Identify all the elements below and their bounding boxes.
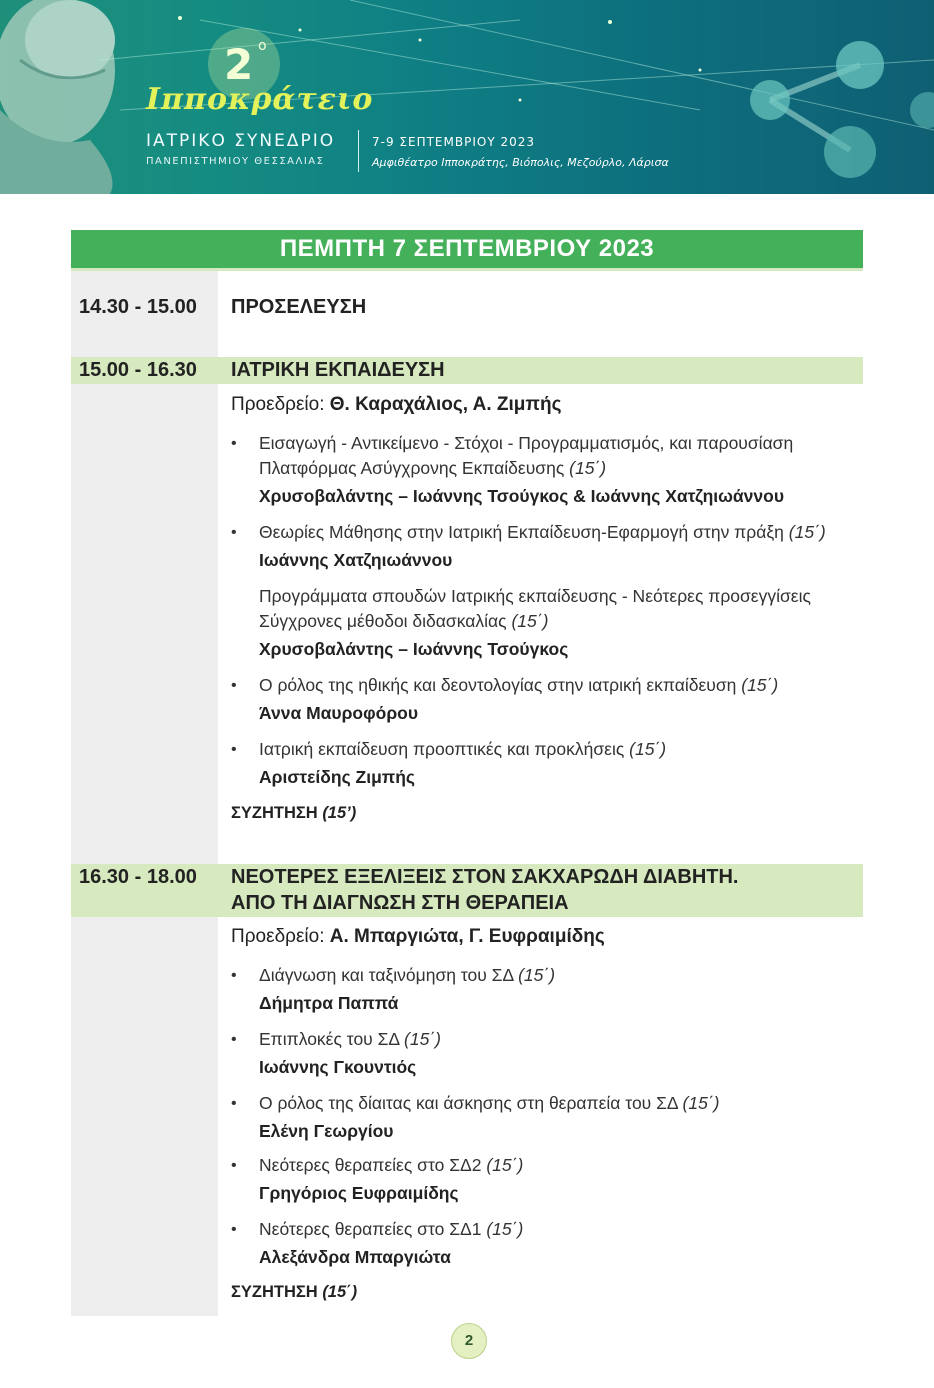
talk-speaker: Γρηγόριος Ευφραιμίδης xyxy=(259,1183,459,1203)
session-chairs xyxy=(231,394,561,416)
talk-item xyxy=(231,963,869,1016)
talk-speaker: Ιωάννης Χατζηιωάννου xyxy=(259,550,453,570)
talk-title: Θεωρίες Μάθησης στην Ιατρική Εκπαίδευση-Εφαρμογή στην πράξη (15΄) xyxy=(259,522,826,542)
talk-item xyxy=(259,584,869,662)
talk-speaker: Άννα Μαυροφόρου xyxy=(259,703,419,723)
arrival-title: ΠΡΟΣΕΛΕΥΣΗ xyxy=(231,296,367,318)
talk-title: Προγράμματα σπουδών Ιατρικής εκπαίδευσης - Νεότερες προσεγγίσεις xyxy=(259,586,811,606)
talk-item xyxy=(231,1217,869,1270)
talk-title: Ο ρόλος της δίαιτας και άσκησης στη θεραπεία του ΣΔ (15΄) xyxy=(259,1093,720,1113)
talk-title: Νεότερες θεραπείες στο ΣΔ2 (15΄) xyxy=(259,1155,524,1175)
talk-title-line2: Σύγχρονες μέθοδοι διδασκαλίας (15΄) xyxy=(259,611,549,631)
talk-speaker: Αριστείδης Ζιμπής xyxy=(259,767,415,787)
conference-title: Ιπποκράτειο xyxy=(146,82,374,117)
talk-duration: (15΄) xyxy=(518,965,556,985)
chair-label: Προεδρείο: xyxy=(231,394,330,415)
bullet: • xyxy=(231,524,237,541)
bullet: • xyxy=(231,967,237,984)
bullet: • xyxy=(231,1095,237,1112)
talk-speaker: Χρυσοβαλάντης – Ιωάννης Τσούγκος & Ιωάννης Χατζηιωάννου xyxy=(259,486,785,506)
time-column xyxy=(71,917,218,1316)
talk-speaker: Ιωάννης Γκουντιός xyxy=(259,1057,417,1077)
session-title: ΙΑΤΡΙΚΗ ΕΚΠΑΙΔΕΥΣΗ xyxy=(231,359,445,381)
talk-duration: (15΄) xyxy=(682,1093,720,1113)
bullet: • xyxy=(231,677,237,694)
talk-title: Εισαγωγή - Αντικείμενο - Στόχοι - Προγραμματισμός, και παρουσίαση xyxy=(259,433,794,453)
talk-title: Διάγνωση και ταξινόμηση του ΣΔ (15΄) xyxy=(259,965,556,985)
conference-number: 2 xyxy=(224,40,254,89)
session-header xyxy=(71,864,863,917)
talk-item xyxy=(231,673,869,726)
bullet: • xyxy=(231,741,237,758)
talk-duration: (15΄) xyxy=(404,1029,441,1049)
talk-item xyxy=(231,1091,869,1144)
talk-title: Επιπλοκές του ΣΔ (15΄) xyxy=(259,1029,441,1049)
talk-duration: (15΄) xyxy=(788,522,826,542)
talk-item xyxy=(231,737,869,790)
conference-banner xyxy=(0,0,934,194)
talk-title: Ο ρόλος της ηθικής και δεοντολογίας στην ιατρική εκπαίδευση (15΄) xyxy=(259,675,779,695)
page-number: 2 xyxy=(451,1323,487,1359)
session-title: ΝΕΟΤΕΡΕΣ ΕΞΕΛΙΞΕΙΣ ΣΤΟΝ ΣΑΚΧΑΡΩΔΗ ΔΙΑΒΗΤΗ. xyxy=(231,866,739,888)
talk-title: Νεότερες θεραπείες στο ΣΔ1 (15΄) xyxy=(259,1219,524,1239)
conference-subtitle: ΙΑΤΡΙΚΟ ΣΥΝΕΔΡΙΟ xyxy=(146,131,336,151)
talk-speaker: Δήμητρα Παππά xyxy=(259,993,399,1013)
talk-duration: (15΄) xyxy=(486,1155,524,1175)
talk-speaker: Χρυσοβαλάντης – Ιωάννης Τσούγκος xyxy=(259,639,569,659)
session-chairs xyxy=(231,926,605,948)
discussion-duration: (15’) xyxy=(322,804,357,822)
session-time: 16.30 - 18.00 xyxy=(79,866,197,888)
talk-duration: (15΄) xyxy=(569,458,607,478)
bullet: • xyxy=(231,1031,237,1048)
session-time: 15.00 - 16.30 xyxy=(79,359,197,381)
conference-venue: Αμφιθέατρο Ιπποκράτης, Βιόπολις, Μεζούρλο, Λάρισα xyxy=(372,156,669,169)
conference-university: ΠΑΝΕΠΙΣΤΗΜΙΟΥ ΘΕΣΣΑΛΙΑΣ xyxy=(146,156,325,167)
day-title: ΠΕΜΠΤΗ 7 ΣΕΠΤΕΜΒΡΙΟΥ 2023 xyxy=(71,230,863,271)
hippocrates-bust-icon xyxy=(0,0,115,194)
discussion-label: ΣΥΖΗΤΗΣΗ (15΄) xyxy=(231,1283,358,1301)
chair-names: Θ. Καραχάλιος, Α. Ζιμπής xyxy=(329,394,562,415)
talk-duration: (15΄) xyxy=(741,675,779,695)
conference-dates: 7-9 ΣΕΠΤΕΜΒΡΙΟΥ 2023 xyxy=(372,135,536,149)
talk-duration: (15΄) xyxy=(629,739,667,759)
talk-title: Ιατρική εκπαίδευση προοπτικές και προκλήσεις (15΄) xyxy=(259,739,667,759)
bullet: • xyxy=(231,1221,237,1238)
session-title-line2: ΑΠΟ ΤΗ ΔΙΑΓΝΩΣΗ ΣΤΗ ΘΕΡΑΠΕΙΑ xyxy=(231,892,569,914)
session-header xyxy=(71,357,863,384)
bullet: • xyxy=(231,435,237,452)
conference-ordinal: ο xyxy=(258,38,267,54)
talk-title-line2: Πλατφόρμας Ασύγχρονης Εκπαίδευσης (15΄) xyxy=(259,458,607,478)
bullet: • xyxy=(231,1157,237,1174)
talk-item xyxy=(231,1153,869,1206)
arrival-time: 14.30 - 15.00 xyxy=(79,296,197,318)
talk-duration: (15΄) xyxy=(511,611,549,631)
talk-speaker: Ελένη Γεωργίου xyxy=(259,1121,394,1141)
talk-speaker: Αλεξάνδρα Μπαργιώτα xyxy=(259,1247,451,1267)
chair-names: Α. Μπαργιώτα, Γ. Ευφραιμίδης xyxy=(329,926,605,947)
chair-label: Προεδρείο: xyxy=(231,926,330,947)
banner-divider xyxy=(358,130,359,172)
talk-item xyxy=(231,1027,869,1080)
talk-item xyxy=(231,431,869,509)
discussion-duration: (15΄) xyxy=(322,1283,358,1301)
time-column xyxy=(71,384,218,864)
discussion-label: ΣΥΖΗΤΗΣΗ (15’) xyxy=(231,804,357,822)
talk-item xyxy=(231,520,869,573)
talk-duration: (15΄) xyxy=(486,1219,524,1239)
